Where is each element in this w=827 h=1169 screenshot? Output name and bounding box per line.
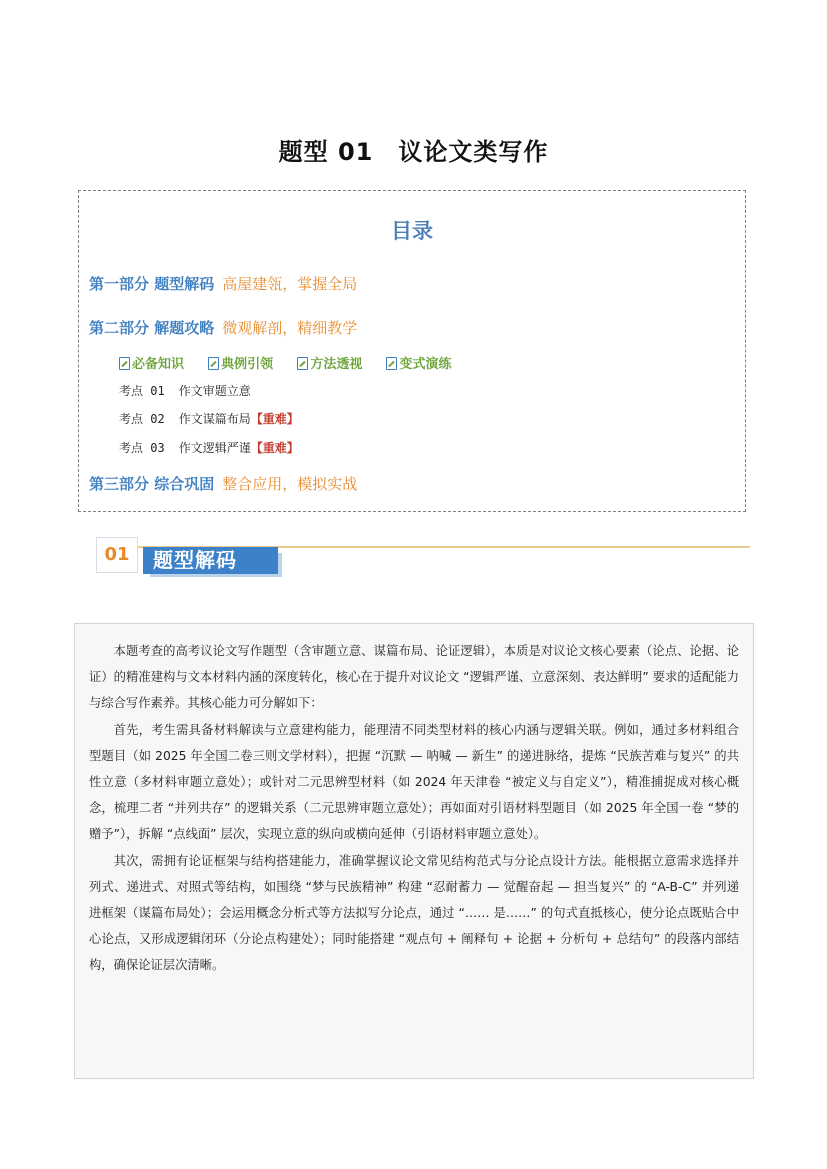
subnav-item-methods[interactable] bbox=[297, 353, 362, 372]
point-title: 作文谋篇布局 bbox=[178, 412, 251, 426]
toc-subnav bbox=[119, 353, 471, 372]
subnav-label: 方法透视 bbox=[310, 357, 363, 372]
toc-part-slogan: 整合应用，模拟实战 bbox=[222, 475, 358, 493]
body-paragraph: 其次，需拥有论证框架与结构搭建能力，准确掌握议论文常见结构范式与分论点设计方法。能根据立意需求选择并列式、递进式、对照式等结构，如围绕 “梦与民族精神” 构建 “忍耐蓄力 — 觉醒奋起 — 担当复兴” 的 “A-B-C” 并列递进框架（谋篇布局处）；会运用概念分析式等方法拟写分论点，通过 “…… 是……” 的句式直抵核心，使分论点既贴合中心论点，又形成逻辑闭环（分论点构建处）；同时能搭建 “观点句 + 阐释句 + 论据 + 分析句 + 总结句” 的段落内部结构，确保论证层次清晰。 bbox=[89, 853, 739, 973]
content-box bbox=[74, 623, 754, 1079]
point-number: 考点 02 bbox=[119, 412, 165, 426]
point-title: 作文审题立意 bbox=[178, 384, 251, 398]
subnav-item-examples[interactable] bbox=[208, 353, 273, 372]
point-number: 考点 01 bbox=[119, 384, 165, 398]
point-title: 作文逻辑严谨 bbox=[178, 441, 251, 455]
body-paragraph: 首先，考生需具备材料解读与立意建构能力，能理清不同类型材料的核心内涵与逻辑关联。例如，通过多材料组合型题目（如 2025 年全国二卷三则文学材料），把握 “沉默 — 呐喊 — 新生” 的递进脉络，提炼 “民族苦难与复兴” 的共性立意（多材料审题立意处）；或针对二元思辨型材料（如 2024 年天津卷 “被定义与自定义”），精准捕捉成对核心概念，梳理二者 “并列共存” 的逻辑关系（二元思辨审题立意处）；再如面对引语材料型题目（如 2025 年全国一卷 “梦的赠予”），拆解 “点线面” 层次，实现立意的纵向或横向延伸（引语材料审题立意处）。 bbox=[89, 722, 739, 842]
section-label: 题型解码 bbox=[143, 547, 278, 574]
toc-part-slogan: 微观解剖，精细教学 bbox=[222, 319, 358, 337]
edit-note-icon bbox=[386, 357, 397, 370]
toc-point-1[interactable] bbox=[119, 382, 251, 399]
subnav-label: 典例引领 bbox=[221, 357, 274, 372]
page-title: 题型 01 议论文类写作 bbox=[278, 138, 549, 166]
edit-note-icon bbox=[208, 357, 219, 370]
section-number: 01 bbox=[96, 537, 138, 573]
edit-note-icon bbox=[297, 357, 308, 370]
toc-part-name: 第二部分 解题攻略 bbox=[89, 319, 215, 337]
toc-part-2[interactable] bbox=[89, 317, 357, 338]
point-tag: 【重难】 bbox=[250, 412, 299, 426]
toc-heading: 目录 bbox=[391, 219, 433, 243]
toc-part-name: 第三部分 综合巩固 bbox=[89, 475, 215, 493]
point-tag: 【重难】 bbox=[250, 441, 299, 455]
subnav-label: 必备知识 bbox=[132, 357, 185, 372]
body-paragraph: 本题考查的高考议论文写作题型（含审题立意、谋篇布局、论证逻辑），本质是对议论文核心要素（论点、论据、论证）的精准建构与文本材料内涵的深度转化，核心在于提升对议论文 “逻辑严谨、立意深刻、表达鲜明” 要求的适配能力与综合写作素养。其核心能力可分解如下： bbox=[89, 644, 739, 711]
table-of-contents bbox=[78, 190, 746, 512]
toc-part-3[interactable] bbox=[89, 473, 357, 494]
subnav-label: 变式演练 bbox=[399, 357, 452, 372]
subnav-item-knowledge[interactable] bbox=[119, 353, 184, 372]
edit-note-icon bbox=[119, 357, 130, 370]
toc-point-2[interactable] bbox=[119, 410, 299, 427]
subnav-item-practice[interactable] bbox=[386, 353, 451, 372]
toc-point-3[interactable] bbox=[119, 439, 299, 456]
toc-part-slogan: 高屋建瓴，掌握全局 bbox=[222, 275, 358, 293]
point-number: 考点 03 bbox=[119, 441, 165, 455]
toc-part-name: 第一部分 题型解码 bbox=[89, 275, 215, 293]
toc-part-1[interactable] bbox=[89, 273, 357, 294]
